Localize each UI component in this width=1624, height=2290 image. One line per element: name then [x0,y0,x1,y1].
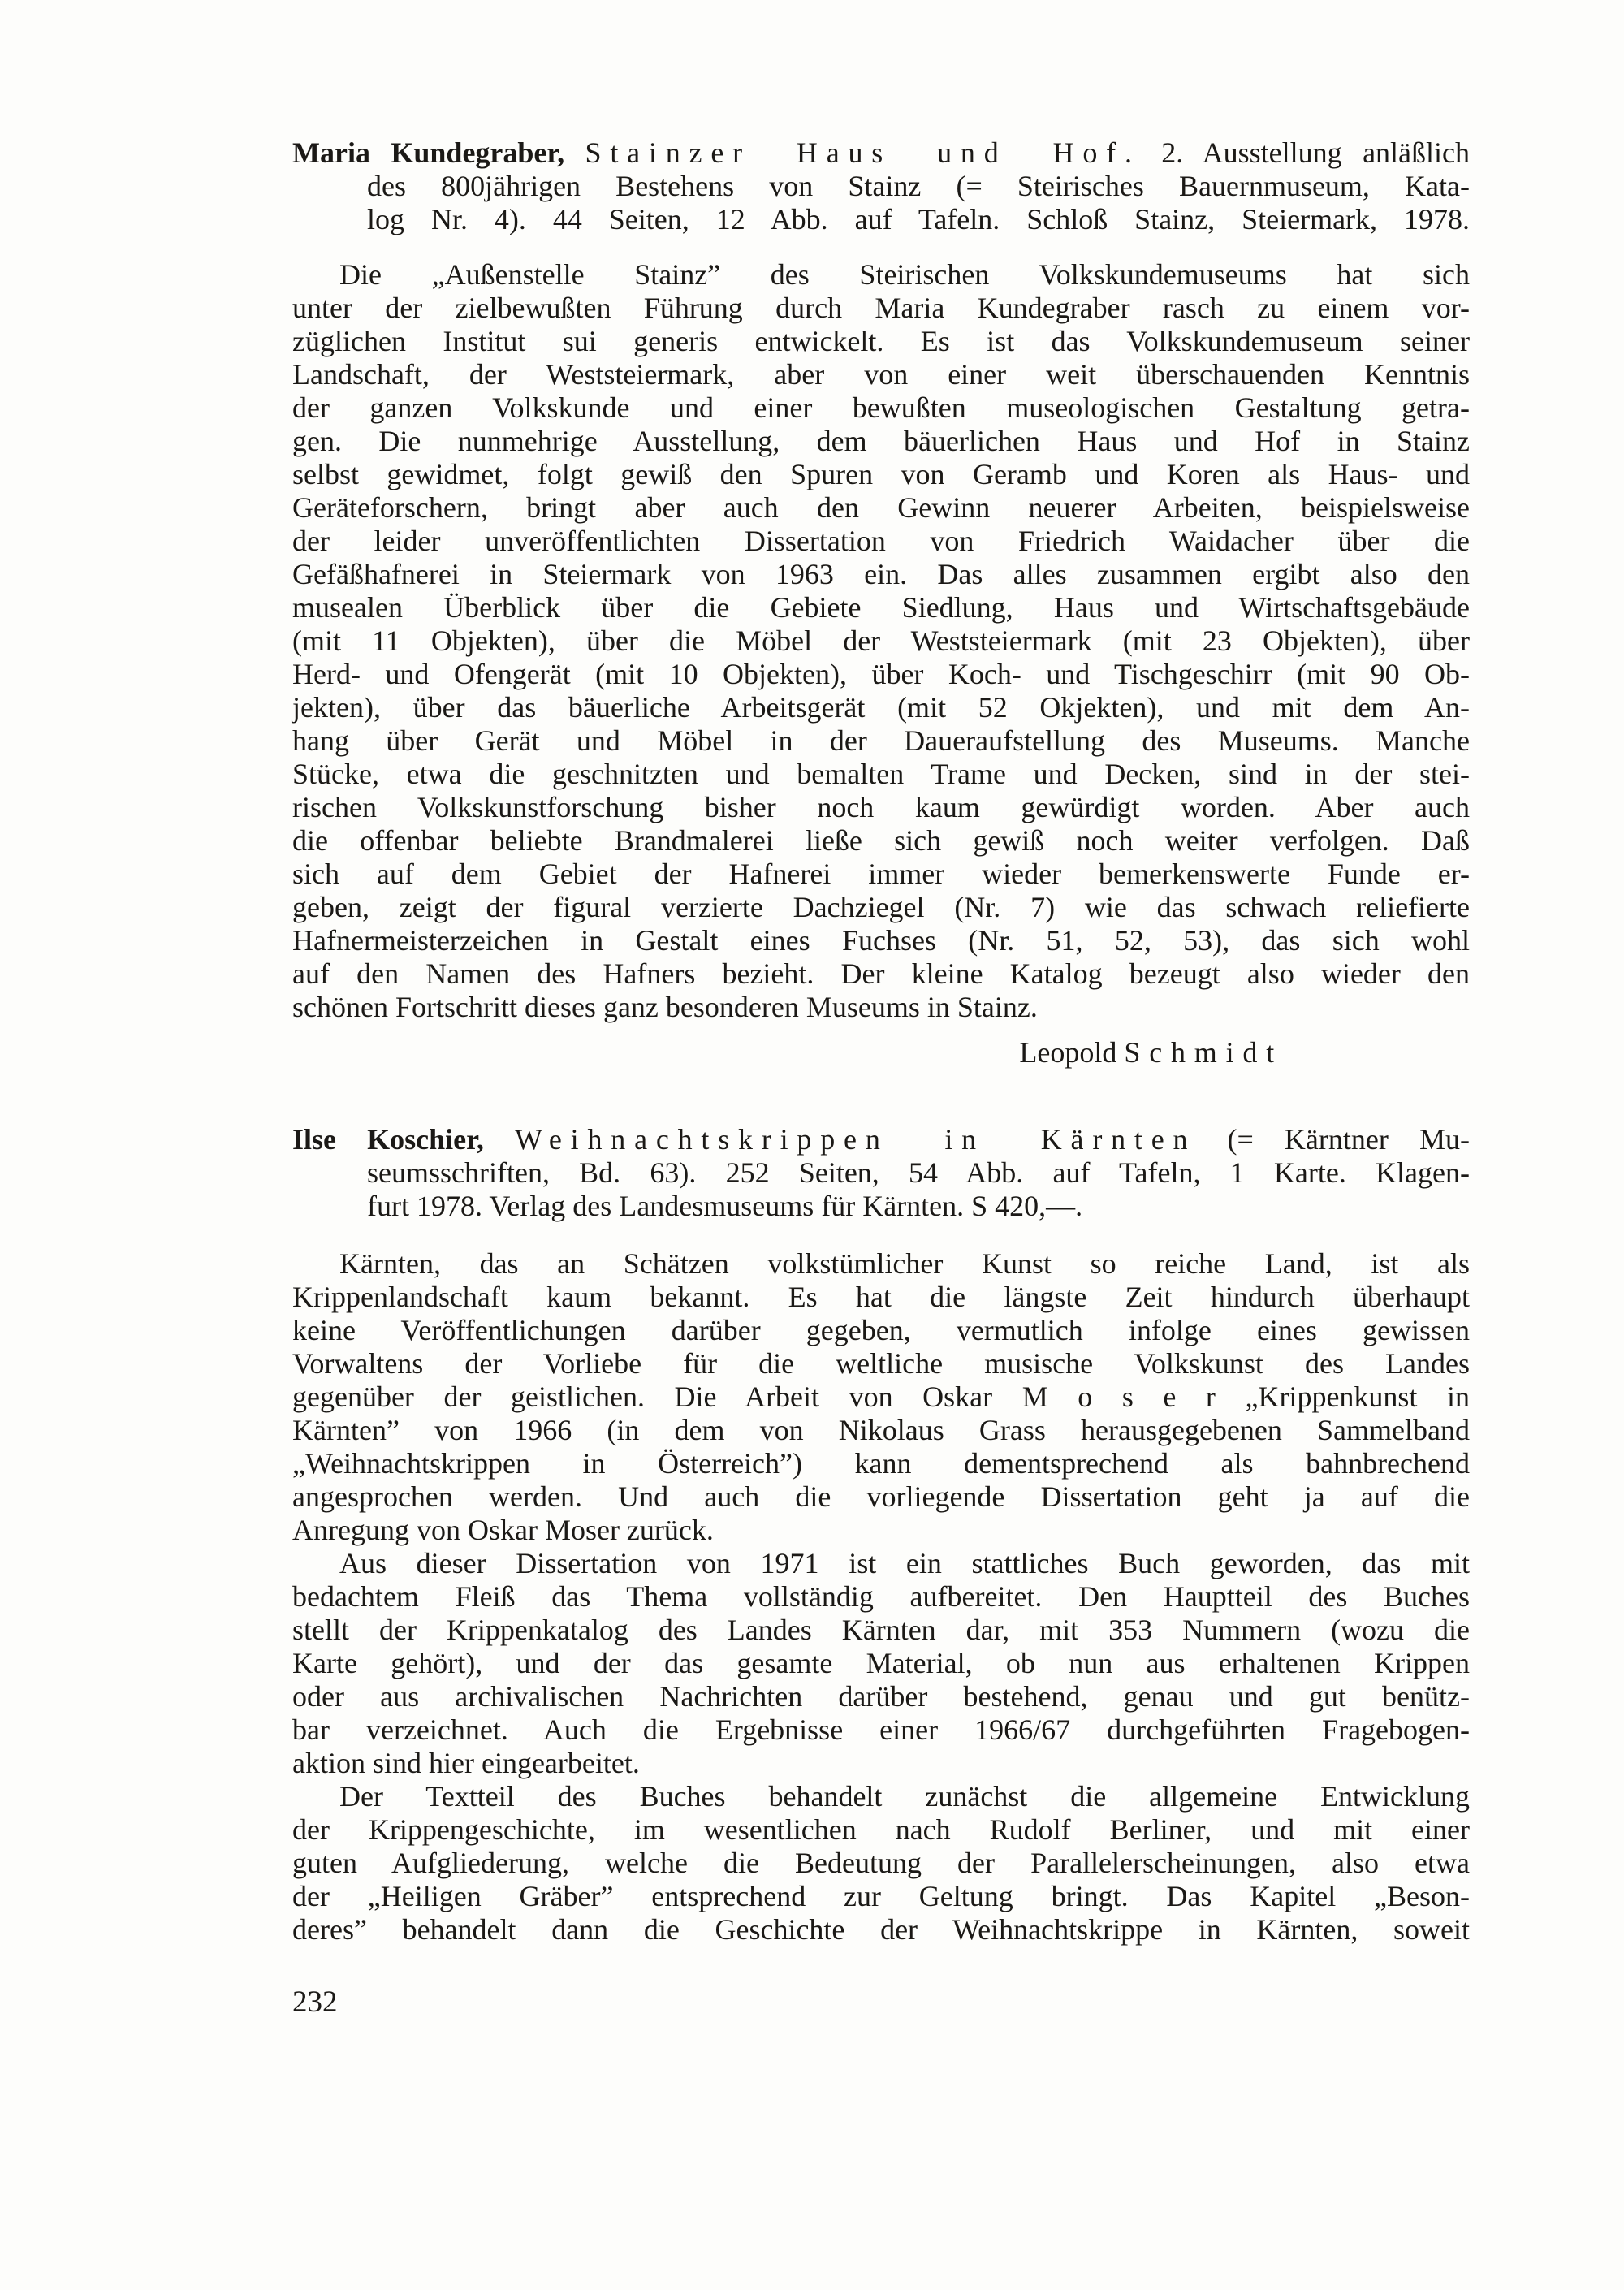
heading-line [292,1123,1470,1156]
text-line: Kärnten, das an Schätzen volkstümlicher Kunst so reiche Land, ist als [339,1247,1470,1280]
text-line: hang über Gerät und Möbel in der Daueraufstellung des Museums. Manche [292,724,1470,757]
review-paragraph [292,1780,1470,1946]
author-name: Maria Kundegraber, [292,136,565,169]
text-line: gegenüber der geistlichen. Die Arbeit von Oskar M o s e r „Krippenkunst in [292,1380,1470,1413]
heading-line [292,136,1470,170]
author-name: Ilse Koschier, [292,1123,484,1156]
text-line: Hafnermeisterzeichen in Gestalt eines Fuchses (Nr. 51, 52, 53), das sich wohl [292,924,1470,957]
text-line: sich auf dem Gebiet der Hafnerei immer wieder bemerkenswerte Funde er- [292,858,1470,890]
heading-text: (= Kärntner Mu- [1227,1123,1471,1156]
text-line: bedachtem Fleiß das Thema vollständig aufbereitet. Den Hauptteil des Buches [292,1580,1470,1613]
text-column [292,136,1470,2019]
text-line: der ganzen Volkskunde und einer bewußten museologischen Gestaltung getra- [292,391,1470,424]
text-line: Kärnten” von 1966 (in dem von Nikolaus Grass herausgegebenen Sammelband [292,1414,1470,1446]
heading-line: furt 1978. Verlag des Landesmuseums für Kärnten. S 420,—. [367,1190,1083,1222]
reviewer-signature [292,1036,1470,1069]
text-line: „Weihnachtskrippen in Österreich”) kann dementsprechend als bahnbrechend [292,1447,1470,1480]
text-line: Landschaft, der Weststeiermark, aber von einer weit überschauenden Kenntnis [292,358,1470,391]
text-line: Stücke, etwa die geschnitzten und bemalten Trame und Decken, sind in der stei- [292,758,1470,790]
text-line: keine Veröffentlichungen darüber gegeben, vermutlich infolge eines gewissen [292,1314,1470,1346]
heading-line: seumsschriften, Bd. 63). 252 Seiten, 54 Abb. auf Tafeln, 1 Karte. Klagen- [367,1156,1470,1189]
text-line: Karte gehört), und der das gesamte Material, ob nun aus erhaltenen Krippen [292,1647,1470,1679]
review-paragraph [292,1247,1470,1547]
text-line: der leider unveröffentlichten Dissertation von Friedrich Waidacher über die [292,525,1470,557]
text-line: die offenbar beliebte Brandmalerei ließe sich gewiß noch weiter verfolgen. Daß [292,824,1470,857]
text-line: selbst gewidmet, folgt gewiß den Spuren von Geramb und Koren als Haus- und [292,458,1470,490]
text-line: Der Textteil des Buches behandelt zunächst die allgemeine Entwicklung [339,1780,1470,1813]
review-heading [292,1123,1470,1223]
text-line: jekten), über das bäuerliche Arbeitsgerät (mit 52 Okjekten), und mit dem An- [292,691,1470,724]
text-line: (mit 11 Objekten), über die Möbel der Weststeiermark (mit 23 Objekten), über [292,624,1470,657]
text-line: Gefäßhafnerei in Steiermark von 1963 ein. Das alles zusammen ergibt also den [292,558,1470,590]
text-line: Die „Außenstelle Stainz” des Steirischen Volkskundemuseums hat sich [339,258,1470,291]
text-line: unter der zielbewußten Führung durch Maria Kundegraber rasch zu einem vor- [292,292,1470,324]
text-line: stellt der Krippenkatalog des Landes Kärnten dar, mit 353 Nummern (wozu die [292,1614,1470,1646]
text-line: Aus dieser Dissertation von 1971 ist ein stattliches Buch geworden, das mit [339,1547,1470,1579]
text-line: der Krippengeschichte, im wesentlichen nach Rudolf Berliner, und mit einer [292,1813,1470,1846]
text-line: guten Aufgliederung, welche die Bedeutung der Parallelerscheinungen, also etwa [292,1847,1470,1879]
heading-line: des 800jährigen Bestehens von Stainz (= Steirisches Bauernmuseum, Kata- [367,170,1470,202]
review-paragraph [292,258,1470,1024]
text-line: züglichen Institut sui generis entwickelt. Es ist das Volkskundemuseum seiner [292,325,1470,357]
heading-text: 2. Ausstellung anläßlich [1161,136,1471,169]
reviewer-last-name: Schmidt [1124,1036,1283,1069]
review-heading [292,136,1470,236]
text-line: musealen Überblick über die Gebiete Siedlung, Haus und Wirtschaftsgebäude [292,591,1470,624]
text-line: Vorwaltens der Vorliebe für die weltliche musische Volkskunst des Landes [292,1347,1470,1380]
text-line: Krippenlandschaft kaum bekannt. Es hat die längste Zeit hindurch überhaupt [292,1281,1470,1313]
text-line: oder aus archivalischen Nachrichten darüber bestehend, genau und gut benütz- [292,1680,1470,1713]
text-line: schönen Fortschritt dieses ganz besonderen Museums in Stainz. [292,991,1038,1023]
book-title: Weihnachtskrippen in Kärnten [515,1123,1197,1156]
text-line: geben, zeigt der figural verzierte Dachziegel (Nr. 7) wie das schwach reliefierte [292,891,1470,923]
review-entry-koschier [292,1123,1470,1946]
text-line: auf den Namen des Hafners bezieht. Der kleine Katalog bezeugt also wieder den [292,957,1470,990]
text-line: Anregung von Oskar Moser zurück. [292,1514,714,1546]
text-line: gen. Die nunmehrige Ausstellung, dem bäuerlichen Haus und Hof in Stainz [292,425,1470,457]
text-line: Geräteforschern, bringt aber auch den Gewinn neuerer Arbeiten, beispielsweise [292,491,1470,524]
text-line: aktion sind hier eingearbeitet. [292,1747,640,1779]
page-number: 232 [292,1985,338,2019]
book-title: Stainzer Haus und Hof. [585,136,1141,169]
text-line: angesprochen werden. Und auch die vorliegende Dissertation geht ja auf die [292,1480,1470,1513]
text-line: bar verzeichnet. Auch die Ergebnisse einer 1966/67 durchgeführten Fragebogen- [292,1713,1470,1746]
text-line: rischen Volkskunstforschung bisher noch kaum gewürdigt worden. Aber auch [292,791,1470,823]
reviewer-first-name: Leopold [1019,1036,1117,1069]
text-line: Herd- und Ofengerät (mit 10 Objekten), über Koch- und Tischgeschirr (mit 90 Ob- [292,658,1470,690]
heading-line: log Nr. 4). 44 Seiten, 12 Abb. auf Tafeln. Schloß Stainz, Steiermark, 1978. [367,203,1470,235]
text-line: deres” behandelt dann die Geschichte der Weihnachtskrippe in Kärnten, soweit [292,1913,1470,1946]
text-line: der „Heiligen Gräber” entsprechend zur Geltung bringt. Das Kapitel „Beson- [292,1880,1470,1912]
review-entry-kundegraber [292,136,1470,1069]
review-paragraph [292,1547,1470,1780]
